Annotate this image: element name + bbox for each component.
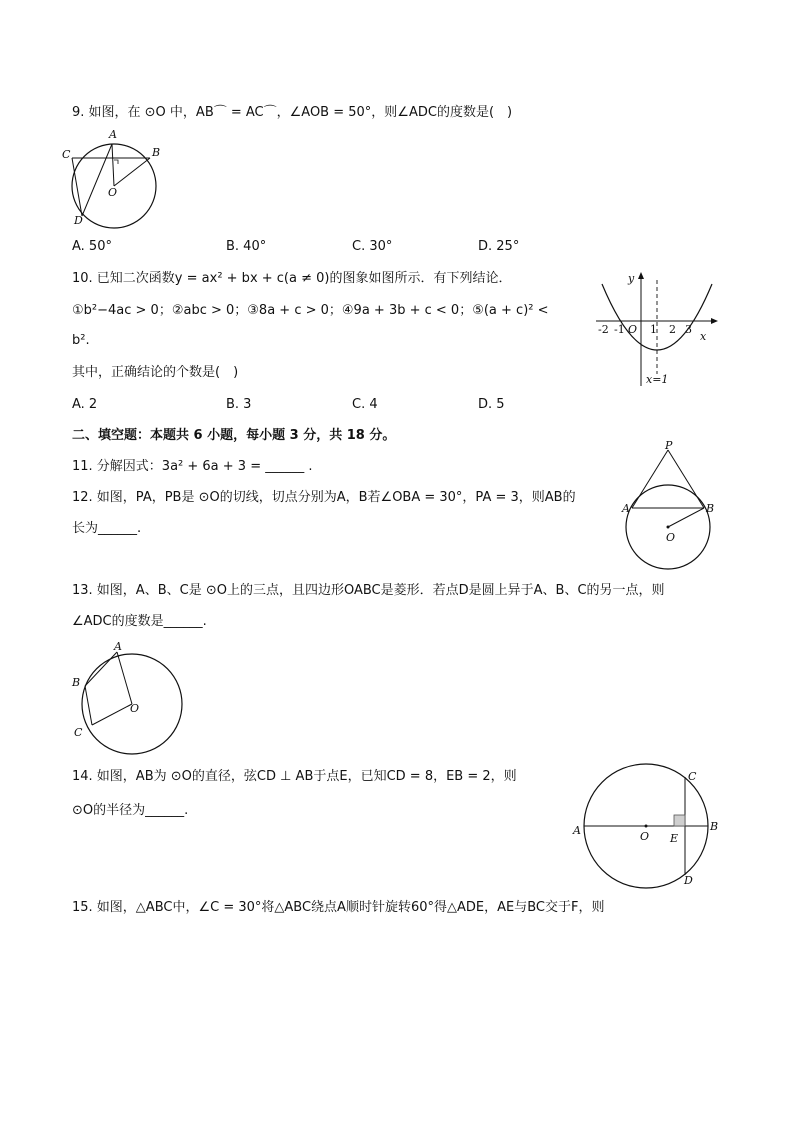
q9-label-d: D — [74, 214, 83, 227]
q14-label-o: O — [640, 830, 650, 843]
q14-line2: ⊙O的半径为______. — [72, 803, 189, 818]
q15-line1: 15. 如图，△ABC中，∠C = 30°将△ABC绕点A顺时针旋转60°得△ADE，AE与BC交于F，则 — [72, 900, 605, 915]
q10-option-b: B. 3 — [226, 397, 252, 412]
q10-option-d: D. 5 — [478, 397, 505, 412]
q14-label-b: B — [710, 820, 719, 833]
q13-figure — [68, 638, 188, 758]
q10-tick-2: 2 — [669, 323, 676, 336]
q9-figure — [62, 128, 166, 228]
q9-label-o: O — [108, 186, 118, 199]
q9-option-d: D. 25° — [478, 239, 520, 254]
q14-figure — [570, 762, 730, 892]
section-2-heading: 二、填空题：本题共 6 小题，每小题 3 分，共 18 分。 — [72, 428, 396, 443]
q13-label-o: O — [130, 702, 140, 715]
q10-tick-m1: -1 — [614, 323, 625, 336]
q9-stem: 9. 如图，在 ⊙O 中，AB⌒ = AC⌒，∠AOB = 50°，则∠ADC的度数是( ) — [72, 105, 513, 120]
q12-label-o: O — [666, 531, 676, 544]
q9-option-c: C. 30° — [352, 239, 393, 254]
q14-label-e: E — [670, 832, 679, 845]
q10-tick-3: 3 — [685, 323, 692, 336]
q10-label-x: x — [700, 330, 707, 343]
q9-label-b: B — [152, 146, 161, 159]
q10-ask: 其中，正确结论的个数是( ) — [72, 365, 239, 380]
q10-axis-label: x=1 — [646, 373, 669, 386]
q12-line2: 长为______. — [72, 521, 142, 536]
q9-label-a: A — [109, 128, 117, 141]
q14-label-d: D — [684, 874, 693, 887]
q10-conclusions-cont: b². — [72, 333, 90, 348]
q9-option-b: B. 40° — [226, 239, 267, 254]
q13-line2: ∠ADC的度数是______. — [72, 614, 207, 629]
q10-tick-m2: -2 — [598, 323, 609, 336]
q12-label-p: P — [665, 439, 673, 452]
q11-stem: 11. 分解因式：3a² + 6a + 3 = ______ . — [72, 459, 313, 474]
q10-option-a: A. 2 — [72, 397, 98, 412]
q14-line1: 14. 如图，AB为 ⊙O的直径，弦CD ⊥ AB于点E，已知CD = 8，EB = 2，则 — [72, 769, 517, 784]
q14-label-c: C — [688, 770, 697, 783]
q13-label-b: B — [72, 676, 81, 689]
q9-label-c: C — [62, 148, 71, 161]
q14-label-a: A — [573, 824, 581, 837]
q10-conclusions: ①b²−4ac > 0；②abc > 0；③8a + c > 0；④9a + 3b + c < 0；⑤(a + c)² < — [72, 303, 549, 318]
q13-line1: 13. 如图，A、B、C是 ⊙O上的三点，且四边形OABC是菱形．若点D是圆上异于A、B、C的另一点，则 — [72, 583, 665, 598]
q10-label-origin: O — [628, 323, 638, 336]
q10-parabola-figure — [594, 270, 719, 390]
q13-label-c: C — [74, 726, 83, 739]
q10-option-c: C. 4 — [352, 397, 378, 412]
q12-line1: 12. 如图，PA，PB是 ⊙O的切线，切点分别为A，B若∠OBA = 30°，PA = 3，则AB的 — [72, 490, 576, 505]
q12-figure — [620, 439, 720, 572]
q9-option-a: A. 50° — [72, 239, 112, 254]
q10-tick-1: 1 — [650, 323, 657, 336]
q10-stem: 10. 已知二次函数y = ax² + bx + c(a ≠ 0)的图象如图所示．有下列结论． — [72, 271, 512, 286]
q12-label-b: B — [706, 502, 715, 515]
q10-label-y: y — [628, 272, 635, 285]
q13-label-a: A — [114, 640, 122, 653]
q12-label-a: A — [622, 502, 630, 515]
